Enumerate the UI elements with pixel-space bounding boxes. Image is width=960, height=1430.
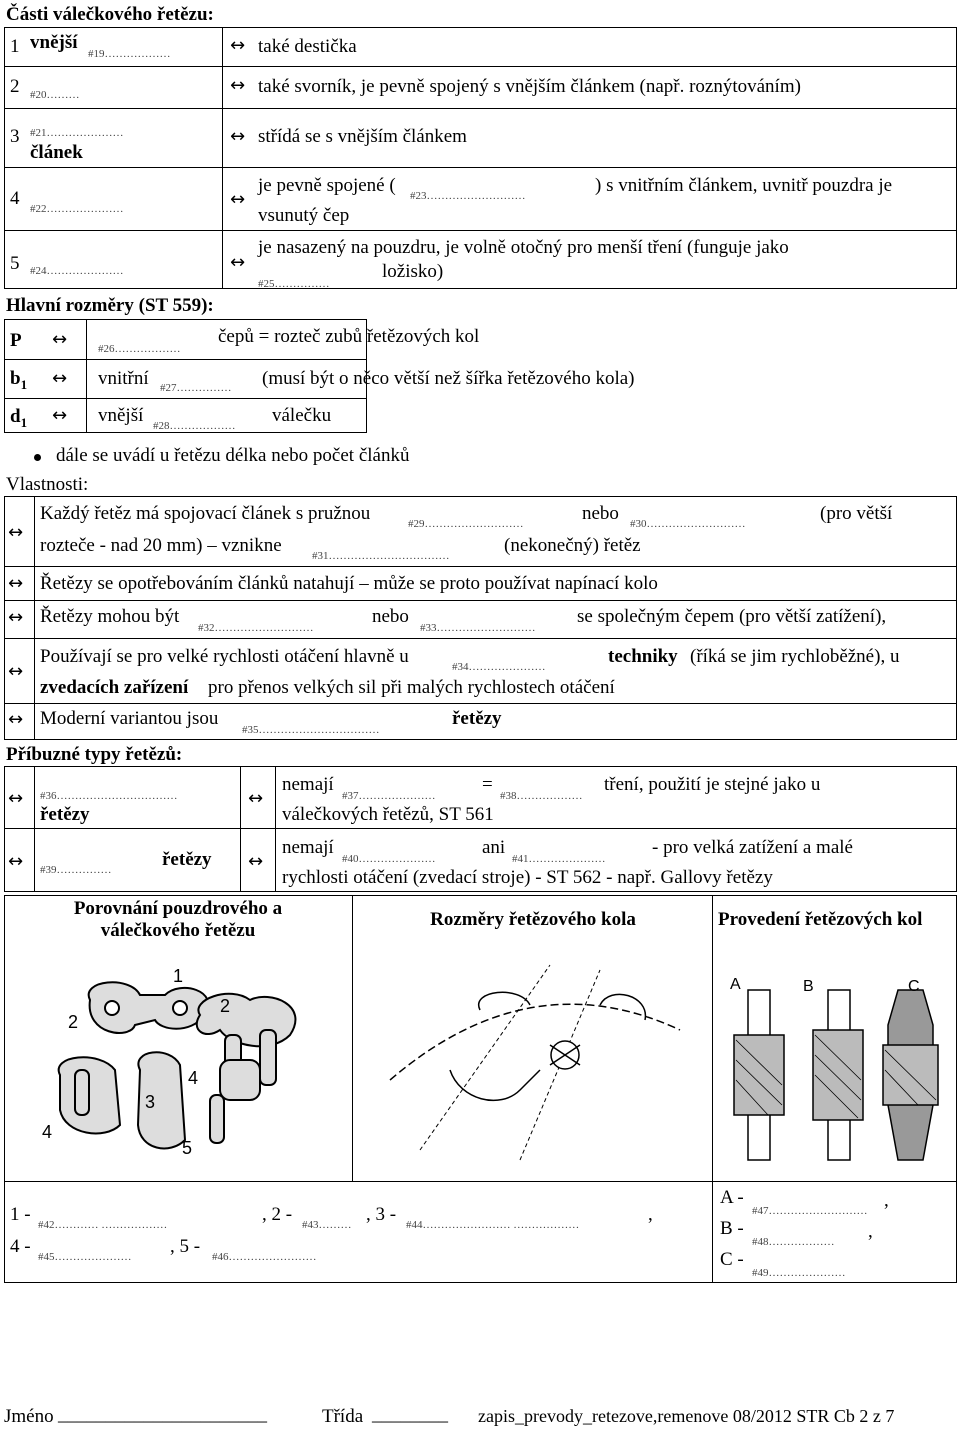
prop-text: (pro větší bbox=[820, 503, 893, 524]
answer-text: C - bbox=[720, 1249, 744, 1270]
label-a: A bbox=[730, 976, 741, 993]
prop-text: nebo bbox=[372, 606, 409, 627]
part-description: je pevně spojené ( bbox=[258, 175, 396, 196]
part-number: 2 bbox=[10, 76, 20, 97]
part-number: 3 bbox=[10, 126, 20, 147]
fill-blank[interactable]: #24………………… bbox=[30, 265, 124, 277]
part-description: ložisko) bbox=[382, 261, 444, 282]
label-1: 1 bbox=[173, 966, 184, 986]
arrow-icon: ↔ bbox=[248, 788, 264, 809]
fill-blank[interactable]: #42………… ……………… bbox=[38, 1219, 168, 1231]
label-2: 2 bbox=[68, 1012, 79, 1032]
footer-name-blank[interactable]: ______________________ bbox=[58, 1404, 267, 1425]
sprocket-types-figure bbox=[718, 965, 954, 1175]
arrow-icon: ↔ bbox=[8, 709, 24, 730]
label-b: B bbox=[803, 978, 814, 995]
part-description: také destička bbox=[258, 36, 357, 57]
related-text: - pro velká zatížení a malé bbox=[652, 837, 853, 858]
dim-symbol: P bbox=[10, 330, 22, 351]
answer-text: A - bbox=[720, 1187, 744, 1208]
prop-text: nebo bbox=[582, 503, 619, 524]
divider bbox=[4, 398, 367, 399]
fill-blank[interactable]: #33……………………… bbox=[420, 622, 536, 634]
divider bbox=[4, 66, 957, 67]
prop-text: (říká se jim rychloběžné), u bbox=[690, 646, 900, 667]
section-title: Příbuzné typy řetězů: bbox=[6, 744, 183, 765]
prop-text: Řetězy se opotřebováním článků natahují – může se proto používat napínací kolo bbox=[40, 573, 658, 594]
related-name: řetězy bbox=[162, 849, 212, 870]
prop-text: techniky bbox=[608, 646, 678, 667]
bullet-text: dále se uvádí u řetězu délka nebo počet článků bbox=[56, 445, 410, 466]
label-2: 2 bbox=[220, 996, 231, 1016]
footer-name-label: Jméno bbox=[4, 1406, 54, 1427]
dim-text: vnitřní bbox=[98, 368, 149, 389]
answer-text: , 3 - bbox=[366, 1204, 397, 1225]
label-4: 4 bbox=[188, 1068, 199, 1088]
arrow-icon: ↔ bbox=[8, 851, 24, 872]
dim-symbol: $d_1$ bbox=[10, 406, 28, 430]
prop-text: Moderní variantou jsou bbox=[40, 708, 219, 729]
label-4: 4 bbox=[42, 1122, 53, 1142]
fill-blank[interactable]: #20……… bbox=[30, 89, 80, 101]
arrow-icon: ↔ bbox=[8, 607, 24, 628]
fill-blank[interactable]: #44…………………… ……………… bbox=[406, 1219, 580, 1231]
fill-blank[interactable]: #47……………………… bbox=[752, 1205, 868, 1217]
dim-text: válečku bbox=[272, 405, 332, 426]
prop-text: Používají se pro velké rychlosti otáčení hlavně u bbox=[40, 646, 409, 667]
answer-text: , 2 - bbox=[262, 1204, 293, 1225]
fill-blank[interactable]: #46…………………… bbox=[212, 1251, 317, 1263]
fill-blank[interactable]: #49………………… bbox=[752, 1267, 846, 1279]
footer-class-label: Třída bbox=[322, 1406, 364, 1427]
divider bbox=[4, 638, 957, 639]
fill-blank[interactable]: #26……………… bbox=[98, 343, 181, 355]
footer-file-info: zapis_prevody_retezove,remenove 08/2012 STR Cb 2 z 7 bbox=[478, 1406, 895, 1426]
arrow-icon: ↔ bbox=[52, 329, 68, 350]
part-number: 1 bbox=[10, 36, 20, 57]
arrow-icon: ↔ bbox=[230, 126, 246, 147]
figure-title: Rozměry řetězového kola bbox=[430, 909, 636, 930]
fill-blank[interactable]: #37………………… bbox=[342, 790, 436, 802]
divider bbox=[712, 895, 713, 1283]
fill-blank[interactable]: #41………………… bbox=[512, 853, 606, 865]
fill-blank[interactable]: #21………………… bbox=[30, 127, 124, 139]
arrow-icon: ↔ bbox=[8, 573, 24, 594]
part-label: článek bbox=[30, 142, 83, 163]
fill-blank[interactable]: #40………………… bbox=[342, 853, 436, 865]
divider bbox=[352, 895, 353, 1181]
part-description: střídá se s vnějším článkem bbox=[258, 126, 467, 147]
fill-blank[interactable]: #36…………………………… bbox=[40, 790, 178, 802]
chain-links-figure bbox=[20, 960, 340, 1175]
related-text: rychlosti otáčení (zvedací stroje) - ST 562 - např. Gallovy řetězy bbox=[282, 867, 773, 888]
related-text: nemají bbox=[282, 774, 334, 795]
arrow-icon: ↔ bbox=[8, 661, 24, 682]
section-title: Vlastnosti: bbox=[6, 474, 89, 495]
section-title: Hlavní rozměry (ST 559): bbox=[6, 295, 214, 316]
fill-blank[interactable]: #48……………… bbox=[752, 1236, 835, 1248]
prop-text: zvedacích zařízení bbox=[40, 677, 189, 698]
answer-text: , 5 - bbox=[170, 1236, 201, 1257]
part-label: vnější bbox=[30, 32, 78, 53]
divider bbox=[4, 566, 957, 567]
divider bbox=[34, 766, 35, 892]
arrow-icon: ↔ bbox=[52, 368, 68, 389]
part-description: ) s vnitřním článkem, uvnitř pouzdra je bbox=[595, 175, 893, 196]
related-text: = bbox=[482, 774, 493, 795]
answer-text: 4 - bbox=[10, 1236, 31, 1257]
related-text: ani bbox=[482, 837, 506, 858]
fill-blank[interactable]: #27…………… bbox=[160, 382, 232, 394]
fill-blank[interactable]: #38……………… bbox=[500, 790, 583, 802]
arrow-icon: ↔ bbox=[248, 851, 264, 872]
dim-text: (musí být o něco větší než šířka řetězového kola) bbox=[262, 368, 635, 389]
arrow-icon: ↔ bbox=[8, 522, 24, 543]
fill-blank[interactable]: #23……………………… bbox=[410, 190, 526, 202]
related-text: tření, použití je stejné jako u bbox=[604, 774, 821, 795]
answer-text: 1 - bbox=[10, 1204, 31, 1225]
fill-blank[interactable]: #35…………………………… bbox=[242, 724, 380, 736]
fill-blank[interactable]: #22………………… bbox=[30, 203, 124, 215]
fill-blank[interactable]: #34………………… bbox=[452, 661, 546, 673]
divider bbox=[4, 108, 957, 109]
label-c: C bbox=[908, 978, 920, 995]
answer-text: , bbox=[648, 1204, 653, 1225]
arrow-icon: ↔ bbox=[230, 35, 246, 56]
divider bbox=[240, 766, 241, 892]
page-title: Části válečkového řetězu: bbox=[6, 4, 214, 25]
fill-blank[interactable]: #32……………………… bbox=[198, 622, 314, 634]
part-description: je nasazený na pouzdru, je volně otočný pro menší tření (funguje jako bbox=[258, 237, 789, 258]
answer-text: , bbox=[884, 1190, 889, 1211]
bullet-icon bbox=[34, 454, 41, 461]
sprocket-dimensions-figure bbox=[360, 950, 705, 1175]
answer-text: , bbox=[868, 1221, 873, 1242]
arrow-icon: ↔ bbox=[8, 788, 24, 809]
divider bbox=[4, 828, 957, 829]
dim-symbol: $b_1$ bbox=[10, 368, 28, 392]
part-number: 4 bbox=[10, 188, 20, 209]
divider bbox=[4, 230, 957, 231]
prop-text: pro přenos velkých sil při malých rychlostech otáčení bbox=[208, 677, 615, 698]
figure-title: Provedení řetězových kol bbox=[718, 909, 923, 930]
fill-blank[interactable]: #45………………… bbox=[38, 1251, 132, 1263]
part-description: také svorník, je pevně spojený s vnějším článkem (např. roznýtováním) bbox=[258, 76, 801, 97]
prop-text: rozteče - nad 20 mm) – vznikne bbox=[40, 535, 282, 556]
dim-text: čepů = rozteč zubů řetězových kol bbox=[218, 326, 480, 347]
part-description: vsunutý čep bbox=[258, 205, 350, 226]
divider bbox=[4, 703, 957, 704]
prop-text: Řetězy mohou být bbox=[40, 606, 180, 627]
fill-blank[interactable]: #19……………… bbox=[88, 48, 171, 60]
figure-title: Porovnání pouzdrového a válečkového řetězu bbox=[73, 898, 283, 941]
divider bbox=[4, 167, 957, 168]
label-5: 5 bbox=[182, 1138, 193, 1158]
fill-blank[interactable]: #31…………………………… bbox=[312, 550, 450, 562]
fill-blank[interactable]: #43……… bbox=[302, 1219, 352, 1231]
related-text: válečkových řetězů, ST 561 bbox=[282, 804, 494, 825]
divider bbox=[86, 319, 87, 433]
divider bbox=[4, 359, 367, 360]
fill-blank[interactable]: #25…………… bbox=[258, 278, 330, 290]
answer-text: B - bbox=[720, 1218, 744, 1239]
footer-class-blank[interactable]: ________ bbox=[372, 1404, 448, 1425]
prop-text: se společným čepem (pro větší zatížení), bbox=[577, 606, 887, 627]
divider bbox=[4, 1181, 957, 1182]
arrow-icon: ↔ bbox=[230, 75, 246, 96]
fill-blank[interactable]: #30……………………… bbox=[630, 518, 746, 530]
label-3: 3 bbox=[145, 1092, 156, 1112]
fill-blank[interactable]: #39…………… bbox=[40, 864, 112, 876]
arrow-icon: ↔ bbox=[52, 405, 68, 426]
arrow-icon: ↔ bbox=[230, 189, 246, 210]
fill-blank[interactable]: #28……………… bbox=[153, 420, 236, 432]
dim-text: vnější bbox=[98, 405, 144, 426]
prop-text: (nekonečný) řetěz bbox=[504, 535, 641, 556]
divider bbox=[275, 766, 276, 892]
prop-text: Každý řetěz má spojovací článek s pružnou bbox=[40, 503, 371, 524]
arrow-icon: ↔ bbox=[230, 252, 246, 273]
related-name: řetězy bbox=[40, 804, 90, 825]
prop-text: řetězy bbox=[452, 708, 502, 729]
related-text: nemají bbox=[282, 837, 334, 858]
part-number: 5 bbox=[10, 253, 20, 274]
fill-blank[interactable]: #29……………………… bbox=[408, 518, 524, 530]
divider bbox=[4, 600, 957, 601]
